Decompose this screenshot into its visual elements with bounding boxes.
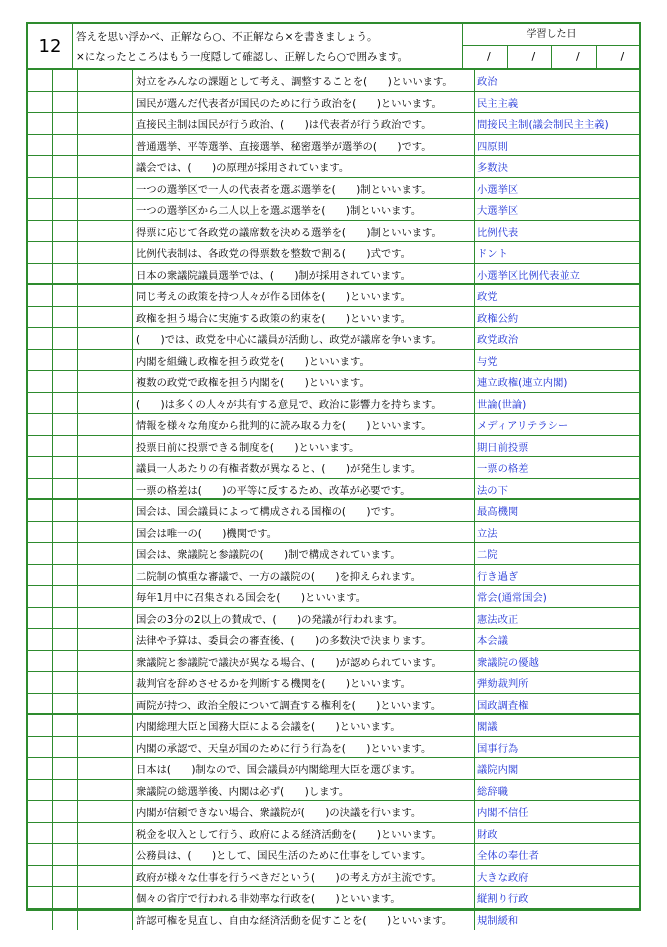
question-row bbox=[28, 543, 639, 565]
check-cell[interactable] bbox=[77, 285, 133, 306]
mark-cell-2[interactable] bbox=[52, 651, 78, 672]
mark-cell-1[interactable] bbox=[28, 70, 53, 91]
question-row bbox=[28, 221, 639, 243]
question-row bbox=[28, 457, 639, 479]
answer-text: 閣議 bbox=[474, 715, 639, 736]
mark-cell-2[interactable] bbox=[52, 70, 78, 91]
mark-cell-2[interactable] bbox=[52, 694, 78, 714]
mark-cell-1[interactable] bbox=[28, 823, 53, 844]
question-text: 国会は、国会議員によって構成される国権の( )です。 bbox=[136, 506, 401, 518]
answer-text: 財政 bbox=[474, 823, 639, 844]
question-row bbox=[28, 672, 639, 694]
instruction-line-2: ×になったところはもう一度隠して確認し、正解したら○で囲みます。 bbox=[76, 51, 409, 63]
instructions bbox=[76, 24, 462, 71]
mark-cell-1[interactable] bbox=[28, 543, 53, 564]
mark-cell-1[interactable] bbox=[28, 307, 53, 328]
answer-text: 最高機関 bbox=[474, 500, 639, 521]
check-cell[interactable] bbox=[77, 113, 133, 134]
check-cell[interactable] bbox=[77, 500, 133, 521]
answer-text: 憲法改正 bbox=[474, 608, 639, 629]
mark-cell-2[interactable] bbox=[52, 242, 78, 263]
mark-cell-1[interactable] bbox=[28, 135, 53, 156]
mark-cell-2[interactable] bbox=[52, 823, 78, 844]
mark-cell-2[interactable] bbox=[52, 780, 78, 801]
mark-cell-1[interactable] bbox=[28, 801, 53, 822]
question-text: 国会は、衆議院と参議院の( )制で構成されています。 bbox=[136, 549, 401, 561]
question-text: 得票に応じて各政党の議席数を決める選挙を( )制といいます。 bbox=[136, 226, 442, 239]
mark-cell-2[interactable] bbox=[52, 500, 78, 521]
question-row bbox=[28, 651, 639, 673]
question-text: 国民が選んだ代表者が国民のために行う政治を( )といいます。 bbox=[136, 97, 442, 110]
check-cell[interactable] bbox=[77, 608, 133, 629]
answer-text: 政党政治 bbox=[474, 328, 639, 349]
check-cell[interactable] bbox=[77, 371, 133, 392]
mark-cell-1[interactable] bbox=[28, 780, 53, 801]
mark-cell-2[interactable] bbox=[52, 393, 78, 414]
mark-cell-1[interactable] bbox=[28, 737, 53, 758]
question-row bbox=[28, 350, 639, 372]
check-cell[interactable] bbox=[77, 307, 133, 328]
answer-text: 内閣不信任 bbox=[474, 801, 639, 822]
answer-text: メディアリテラシー bbox=[474, 414, 639, 435]
answer-text: 間接民主制(議会制民主主義) bbox=[474, 113, 639, 134]
question-row bbox=[28, 565, 639, 587]
answer-text: 世論(世論) bbox=[474, 393, 639, 414]
mark-cell-1[interactable] bbox=[28, 887, 53, 908]
mark-cell-2[interactable] bbox=[52, 672, 78, 693]
question-row bbox=[28, 801, 639, 823]
question-text: 国会は唯一の( )機関です。 bbox=[136, 527, 278, 540]
mark-cell-1[interactable] bbox=[28, 221, 53, 242]
question-text: 二院制の慎重な審議で、一方の議院の( )を抑えられます。 bbox=[136, 570, 422, 583]
study-date-label: 学習した日 bbox=[463, 24, 640, 46]
mark-cell-2[interactable] bbox=[52, 737, 78, 758]
answer-text: 法の下 bbox=[474, 479, 639, 499]
check-cell[interactable] bbox=[77, 221, 133, 242]
question-row bbox=[28, 135, 639, 157]
answer-text: 大きな政府 bbox=[474, 866, 639, 887]
question-text: 公務員は、( )として、国民生活のために仕事をしています。 bbox=[136, 850, 432, 862]
answer-text: 比例代表 bbox=[474, 221, 639, 242]
mark-cell-1[interactable] bbox=[28, 285, 53, 306]
mark-cell-2[interactable] bbox=[52, 457, 78, 478]
check-cell[interactable] bbox=[77, 92, 133, 113]
question-text: 議会では、( )の原理が採用されています。 bbox=[136, 162, 350, 174]
question-text: 直接民主制は国民が行う政治、( )は代表者が行う政治です。 bbox=[136, 119, 432, 131]
question-row bbox=[28, 887, 639, 909]
check-cell[interactable] bbox=[77, 565, 133, 586]
answer-text: ドント bbox=[474, 242, 639, 263]
question-text: 許認可権を見直し、自由な経済活動を促すことを( )といいます。 bbox=[136, 914, 453, 927]
check-cell[interactable] bbox=[77, 887, 133, 908]
question-row bbox=[28, 371, 639, 393]
answer-text: 政治 bbox=[474, 70, 639, 91]
check-cell[interactable] bbox=[77, 264, 133, 284]
mark-cell-1[interactable] bbox=[28, 844, 53, 865]
mark-cell-1[interactable] bbox=[28, 586, 53, 607]
check-cell[interactable] bbox=[77, 823, 133, 844]
answer-text: 規制緩和 bbox=[474, 909, 639, 931]
check-cell[interactable] bbox=[77, 909, 133, 931]
check-cell[interactable] bbox=[77, 737, 133, 758]
check-cell[interactable] bbox=[77, 393, 133, 414]
question-text: 比例代表制は、各政党の得票数を整数で割る( )式です。 bbox=[136, 248, 411, 260]
mark-cell-2[interactable] bbox=[52, 221, 78, 242]
mark-cell-1[interactable] bbox=[28, 672, 53, 693]
mark-cell-2[interactable] bbox=[52, 629, 78, 650]
mark-cell-1[interactable] bbox=[28, 457, 53, 478]
check-cell[interactable] bbox=[77, 715, 133, 736]
date-slot[interactable]: / bbox=[508, 46, 553, 68]
mark-cell-2[interactable] bbox=[52, 350, 78, 371]
instruction-line-1: 答えを思い浮かべ、正解なら○、不正解なら×を書きましょう。 bbox=[76, 31, 378, 43]
date-slot[interactable]: / bbox=[552, 46, 597, 68]
question-row bbox=[28, 393, 639, 415]
mark-cell-2[interactable] bbox=[52, 199, 78, 220]
question-text: 内閣の承認で、天皇が国のために行う行為を( )といいます。 bbox=[136, 742, 432, 755]
mark-cell-1[interactable] bbox=[28, 92, 53, 113]
mark-cell-2[interactable] bbox=[52, 565, 78, 586]
mark-cell-2[interactable] bbox=[52, 543, 78, 564]
question-text: ( )では、政党を中心に議員が活動し、政党が議席を争います。 bbox=[136, 334, 442, 346]
mark-cell-1[interactable] bbox=[28, 328, 53, 349]
question-text: 情報を様々な角度から批判的に読み取る力を( )といいます。 bbox=[136, 420, 432, 432]
answer-text: 国政調査権 bbox=[474, 694, 639, 714]
check-cell[interactable] bbox=[77, 479, 133, 499]
mark-cell-1[interactable] bbox=[28, 113, 53, 134]
question-row bbox=[28, 586, 639, 608]
question-text: 法律や予算は、委員会の審査後、( )の多数決で決まります。 bbox=[136, 635, 432, 647]
mark-cell-2[interactable] bbox=[52, 522, 78, 543]
worksheet-number: 12 bbox=[28, 24, 73, 68]
mark-cell-2[interactable] bbox=[52, 92, 78, 113]
answer-text: 四原則 bbox=[474, 135, 639, 156]
mark-cell-2[interactable] bbox=[52, 436, 78, 457]
mark-cell-1[interactable] bbox=[28, 178, 53, 199]
answer-text: 行き過ぎ bbox=[474, 565, 639, 586]
worksheet-header bbox=[28, 24, 639, 70]
check-cell[interactable] bbox=[77, 629, 133, 650]
answer-text: 一票の格差 bbox=[474, 457, 639, 478]
question-row bbox=[28, 694, 639, 716]
mark-cell-2[interactable] bbox=[52, 909, 78, 931]
mark-cell-1[interactable] bbox=[28, 909, 53, 931]
mark-cell-1[interactable] bbox=[28, 629, 53, 650]
mark-cell-2[interactable] bbox=[52, 608, 78, 629]
answer-text: 衆議院の優越 bbox=[474, 651, 639, 672]
answer-text: 民主主義 bbox=[474, 92, 639, 113]
answer-text: 与党 bbox=[474, 350, 639, 371]
study-date-box bbox=[462, 24, 640, 68]
mark-cell-1[interactable] bbox=[28, 371, 53, 392]
question-text: 同じ考えの政策を持つ人々が作る団体を( )といいます。 bbox=[136, 291, 411, 303]
mark-cell-1[interactable] bbox=[28, 393, 53, 414]
question-text: 日本の衆議院議員選挙では、( )制が採用されています。 bbox=[136, 269, 411, 282]
answer-text: 弾劾裁判所 bbox=[474, 672, 639, 693]
mark-cell-2[interactable] bbox=[52, 328, 78, 349]
check-cell[interactable] bbox=[77, 651, 133, 672]
question-row bbox=[28, 479, 639, 501]
check-cell[interactable] bbox=[77, 801, 133, 822]
mark-cell-2[interactable] bbox=[52, 866, 78, 887]
answer-text: 連立政権(連立内閣) bbox=[474, 371, 639, 392]
question-row bbox=[28, 436, 639, 458]
mark-cell-1[interactable] bbox=[28, 479, 53, 499]
question-text: 複数の政党で政権を担う内閣を( )といいます。 bbox=[136, 377, 370, 389]
question-row bbox=[28, 285, 639, 307]
mark-cell-1[interactable] bbox=[28, 264, 53, 284]
check-cell[interactable] bbox=[77, 844, 133, 865]
check-cell[interactable] bbox=[77, 436, 133, 457]
check-cell[interactable] bbox=[77, 672, 133, 693]
mark-cell-2[interactable] bbox=[52, 156, 78, 177]
check-cell[interactable] bbox=[77, 328, 133, 349]
question-text: 議員一人あたりの有権者数が異なると、( )が発生します。 bbox=[136, 463, 422, 475]
question-row bbox=[28, 307, 639, 329]
mark-cell-2[interactable] bbox=[52, 479, 78, 499]
question-text: 日本は( )制なので、国会議員が内閣総理大臣を選びます。 bbox=[136, 764, 422, 776]
answer-text: 期日前投票 bbox=[474, 436, 639, 457]
mark-cell-2[interactable] bbox=[52, 758, 78, 779]
question-text: 政権を担う場合に実施する政策の約束を( )といいます。 bbox=[136, 312, 411, 325]
question-text: 個々の省庁で行われる非効率な行政を( )といいます。 bbox=[136, 893, 401, 905]
worksheet bbox=[26, 22, 641, 927]
question-row bbox=[28, 844, 639, 866]
question-text: ( )は多くの人々が共有する意見で、政治に影響力を持ちます。 bbox=[136, 398, 442, 411]
check-cell[interactable] bbox=[77, 156, 133, 177]
mark-cell-1[interactable] bbox=[28, 522, 53, 543]
mark-cell-1[interactable] bbox=[28, 156, 53, 177]
check-cell[interactable] bbox=[77, 457, 133, 478]
check-cell[interactable] bbox=[77, 242, 133, 263]
question-row bbox=[28, 242, 639, 264]
question-text: 衆議院の総選挙後、内閣は必ず( )します。 bbox=[136, 785, 350, 798]
mark-cell-1[interactable] bbox=[28, 866, 53, 887]
mark-cell-2[interactable] bbox=[52, 801, 78, 822]
check-cell[interactable] bbox=[77, 350, 133, 371]
question-row bbox=[28, 414, 639, 436]
mark-cell-2[interactable] bbox=[52, 887, 78, 908]
mark-cell-2[interactable] bbox=[52, 586, 78, 607]
answer-text: 大選挙区 bbox=[474, 199, 639, 220]
check-cell[interactable] bbox=[77, 543, 133, 564]
mark-cell-1[interactable] bbox=[28, 651, 53, 672]
check-cell[interactable] bbox=[77, 758, 133, 779]
mark-cell-2[interactable] bbox=[52, 414, 78, 435]
question-row bbox=[28, 500, 639, 522]
question-row bbox=[28, 780, 639, 802]
question-text: 内閣が信頼できない場合、衆議院が( )の決議を行います。 bbox=[136, 807, 422, 819]
mark-cell-2[interactable] bbox=[52, 264, 78, 284]
check-cell[interactable] bbox=[77, 199, 133, 220]
question-row bbox=[28, 70, 639, 92]
question-row bbox=[28, 715, 639, 737]
mark-cell-2[interactable] bbox=[52, 135, 78, 156]
mark-cell-1[interactable] bbox=[28, 436, 53, 457]
question-row bbox=[28, 178, 639, 200]
question-text: 一票の格差は( )の平等に反するため、改革が必要です。 bbox=[136, 484, 411, 497]
question-row bbox=[28, 823, 639, 845]
question-text: 一つの選挙区から二人以上を選ぶ選挙を( )制といいます。 bbox=[136, 205, 422, 217]
answer-text: 常会(通常国会) bbox=[474, 586, 639, 607]
mark-cell-2[interactable] bbox=[52, 307, 78, 328]
check-cell[interactable] bbox=[77, 70, 133, 91]
question-row bbox=[28, 737, 639, 759]
answer-text: 縦割り行政 bbox=[474, 887, 639, 908]
question-row bbox=[28, 608, 639, 630]
answer-text: 立法 bbox=[474, 522, 639, 543]
question-text: 投票日前に投票できる制度を( )といいます。 bbox=[136, 441, 360, 454]
mark-cell-2[interactable] bbox=[52, 371, 78, 392]
answer-text: 多数決 bbox=[474, 156, 639, 177]
answer-text: 政権公約 bbox=[474, 307, 639, 328]
question-text: 一つの選挙区で一人の代表者を選ぶ選挙を( )制といいます。 bbox=[136, 183, 432, 196]
answer-text: 本会議 bbox=[474, 629, 639, 650]
mark-cell-1[interactable] bbox=[28, 242, 53, 263]
question-text: 内閣を組織し政権を担う政党を( )といいます。 bbox=[136, 355, 370, 368]
check-cell[interactable] bbox=[77, 178, 133, 199]
check-cell[interactable] bbox=[77, 866, 133, 887]
date-slot[interactable]: / bbox=[463, 46, 508, 68]
question-table bbox=[28, 70, 639, 930]
question-text: 政府が様々な仕事を行うべきだという( )の考え方が主流です。 bbox=[136, 871, 442, 884]
mark-cell-2[interactable] bbox=[52, 113, 78, 134]
question-row bbox=[28, 113, 639, 135]
mark-cell-2[interactable] bbox=[52, 178, 78, 199]
question-row bbox=[28, 328, 639, 350]
question-row bbox=[28, 199, 639, 221]
check-cell[interactable] bbox=[77, 522, 133, 543]
question-text: 両院が持つ、政治全般について調査する権利を( )といいます。 bbox=[136, 699, 442, 712]
mark-cell-2[interactable] bbox=[52, 715, 78, 736]
mark-cell-1[interactable] bbox=[28, 758, 53, 779]
question-text: 内閣総理大臣と国務大臣による会議を( )といいます。 bbox=[136, 721, 401, 733]
question-text: 衆議院と参議院で議決が異なる場合、( )が認められています。 bbox=[136, 656, 442, 669]
mark-cell-1[interactable] bbox=[28, 565, 53, 586]
answer-text: 小選挙区比例代表並立 bbox=[474, 264, 639, 284]
mark-cell-1[interactable] bbox=[28, 414, 53, 435]
check-cell[interactable] bbox=[77, 780, 133, 801]
question-row bbox=[28, 909, 639, 931]
mark-cell-1[interactable] bbox=[28, 694, 53, 714]
question-text: 裁判官を辞めさせるかを判断する機関を( )といいます。 bbox=[136, 678, 411, 690]
question-row bbox=[28, 92, 639, 114]
mark-cell-1[interactable] bbox=[28, 199, 53, 220]
check-cell[interactable] bbox=[77, 414, 133, 435]
answer-text: 全体の奉仕者 bbox=[474, 844, 639, 865]
question-row bbox=[28, 264, 639, 286]
answer-text: 議院内閣 bbox=[474, 758, 639, 779]
question-row bbox=[28, 629, 639, 651]
answer-text: 総辞職 bbox=[474, 780, 639, 801]
answer-text: 政党 bbox=[474, 285, 639, 306]
question-text: 国会の3分の2以上の賛成で、( )の発議が行われます。 bbox=[136, 613, 404, 626]
check-cell[interactable] bbox=[77, 135, 133, 156]
mark-cell-2[interactable] bbox=[52, 844, 78, 865]
date-slot[interactable]: / bbox=[620, 50, 625, 63]
check-cell[interactable] bbox=[77, 586, 133, 607]
mark-cell-1[interactable] bbox=[28, 715, 53, 736]
mark-cell-1[interactable] bbox=[28, 500, 53, 521]
answer-text: 小選挙区 bbox=[474, 178, 639, 199]
question-row bbox=[28, 758, 639, 780]
question-text: 対立をみんなの課題として考え、調整することを( )といいます。 bbox=[136, 76, 453, 88]
question-row bbox=[28, 156, 639, 178]
answer-text: 国事行為 bbox=[474, 737, 639, 758]
question-text: 税金を収入として行う、政府による経済活動を( )といいます。 bbox=[136, 828, 442, 841]
question-row bbox=[28, 522, 639, 544]
mark-cell-1[interactable] bbox=[28, 608, 53, 629]
answer-text: 二院 bbox=[474, 543, 639, 564]
check-cell[interactable] bbox=[77, 694, 133, 714]
question-row bbox=[28, 866, 639, 888]
mark-cell-2[interactable] bbox=[52, 285, 78, 306]
question-text: 毎年1月中に召集される国会を( )といいます。 bbox=[136, 592, 366, 604]
mark-cell-1[interactable] bbox=[28, 350, 53, 371]
question-text: 普通選挙、平等選挙、直接選挙、秘密選挙が選挙の( )です。 bbox=[136, 140, 432, 153]
